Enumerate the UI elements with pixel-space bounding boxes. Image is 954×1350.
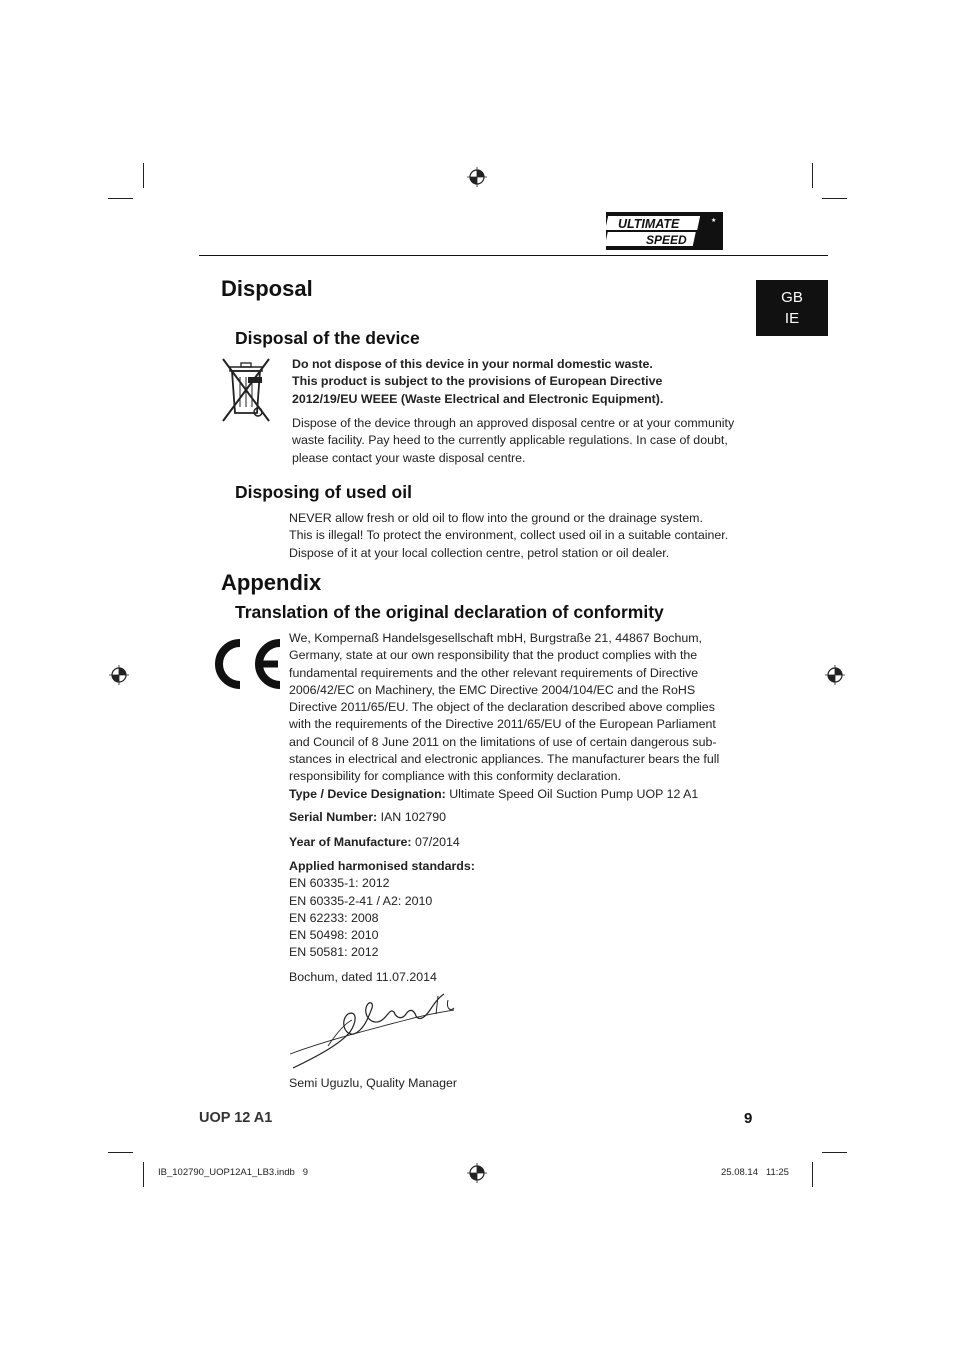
- field-label: Year of Manufacture:: [289, 835, 412, 849]
- crop-mark: [108, 1152, 133, 1153]
- text-line: and Council of 8 June 2011 on the limitations of use of certain dangerous sub-: [289, 734, 717, 749]
- crop-mark: [822, 1152, 847, 1153]
- language-code: IE: [784, 310, 800, 327]
- field-label: Applied harmonised standards:: [289, 859, 475, 873]
- field-label: Type / Device Designation:: [289, 786, 446, 801]
- registration-mark-icon: [467, 167, 487, 187]
- crop-mark: [822, 198, 847, 199]
- serial-number: [289, 809, 446, 826]
- registration-mark-icon: [109, 665, 129, 685]
- crop-mark: [812, 163, 813, 188]
- page-number: 9: [744, 1110, 753, 1127]
- text-line: We, Kompernaß Handelsgesellschaft mbH, Burgstraße 21, 44867 Bochum,: [289, 631, 702, 645]
- subheading-used-oil: Disposing of used oil: [235, 482, 412, 502]
- standard-item: EN 62233: 2008: [289, 910, 379, 925]
- standard-item: EN 60335-1: 2012: [289, 876, 390, 891]
- model-number: UOP 12 A1: [199, 1110, 273, 1126]
- svg-text:SPEED: SPEED: [646, 233, 687, 247]
- text-line: please contact your waste disposal centre.: [292, 450, 526, 465]
- registration-mark-icon: [825, 665, 845, 685]
- text-line: with the requirements of the Directive 2011/65/EU of the European Parliament: [289, 717, 716, 732]
- crop-mark: [812, 1162, 813, 1187]
- text-line: NEVER allow fresh or old oil to flow into the ground or the drainage system.: [289, 511, 703, 525]
- text-line: Dispose of it at your local collection centre, petrol station or oil dealer.: [289, 545, 670, 560]
- language-tab: [756, 280, 828, 336]
- warning-text: [292, 356, 663, 408]
- text-line: This is illegal! To protect the environment, collect used oil in a suitable container.: [289, 528, 729, 543]
- svg-text:ULTIMATE: ULTIMATE: [618, 217, 680, 231]
- crop-mark: [143, 1162, 144, 1187]
- standard-item: EN 50581: 2012: [289, 945, 379, 960]
- paragraph: [289, 510, 728, 562]
- language-code: GB: [781, 289, 803, 306]
- ce-mark-icon: [208, 637, 284, 691]
- text-line: 2006/42/EC on Machinery, the EMC Directive 2004/104/EC and the RoHS: [289, 682, 696, 697]
- handwritten-signature: [288, 990, 458, 1072]
- svg-text:★: ★: [711, 218, 717, 224]
- text-line: stances in electrical and electronic appliances. The manufacturer bears the full: [289, 752, 720, 767]
- text-line: Dispose of the device through an approved disposal centre or at your community: [292, 416, 735, 430]
- text-line: responsibility for compliance with this conformity declaration.: [289, 769, 621, 784]
- text-line: Do not dispose of this device in your normal domestic waste.: [292, 357, 653, 371]
- registration-mark-icon: [467, 1163, 487, 1183]
- text-line: fundamental requirements and the other relevant requirements of Directive: [289, 665, 699, 680]
- standards-list: [289, 858, 475, 962]
- section-heading-disposal: Disposal: [221, 276, 313, 301]
- paragraph: [292, 415, 734, 467]
- place-date: Bochum, dated 11.07.2014: [289, 970, 437, 984]
- crop-mark: [108, 198, 133, 199]
- subheading-declaration: Translation of the original declaration of conformity: [235, 602, 664, 622]
- crop-mark: [143, 163, 144, 188]
- field-value: Ultimate Speed Oil Suction Pump UOP 12 A1: [449, 786, 699, 801]
- section-heading-appendix: Appendix: [221, 570, 322, 595]
- print-stamp: 25.08.14 11:25: [721, 1167, 789, 1178]
- standard-item: EN 60335-2-41 / A2: 2010: [289, 893, 433, 908]
- signatory: Semi Uguzlu, Quality Manager: [289, 1076, 458, 1090]
- text-line: Germany, state at our own responsibility that the product complies with the: [289, 648, 698, 663]
- crossed-out-wheelie-bin-icon: [220, 355, 272, 423]
- text-line: This product is subject to the provisions of European Directive: [292, 374, 663, 389]
- declaration-text: [289, 630, 719, 803]
- type-designation: [289, 786, 719, 803]
- text-line: waste facility. Pay heed to the currently applicable regulations. In case of doubt,: [292, 433, 728, 448]
- standard-item: EN 50498: 2010: [289, 928, 379, 943]
- field-value: IAN 102790: [380, 810, 447, 824]
- field-value: 07/2014: [415, 835, 460, 849]
- header-rule: [199, 255, 828, 256]
- text-line: Directive 2011/65/EU. The object of the declaration described above complies: [289, 700, 715, 715]
- subheading-disposal-device: Disposal of the device: [235, 328, 420, 348]
- brand-logo: [606, 212, 723, 250]
- field-label: Serial Number:: [289, 810, 378, 824]
- year-of-manufacture: [289, 834, 460, 851]
- file-slug: IB_102790_UOP12A1_LB3.indb 9: [158, 1167, 309, 1178]
- text-line: 2012/19/EU WEEE (Waste Electrical and Electronic Equipment).: [292, 391, 664, 406]
